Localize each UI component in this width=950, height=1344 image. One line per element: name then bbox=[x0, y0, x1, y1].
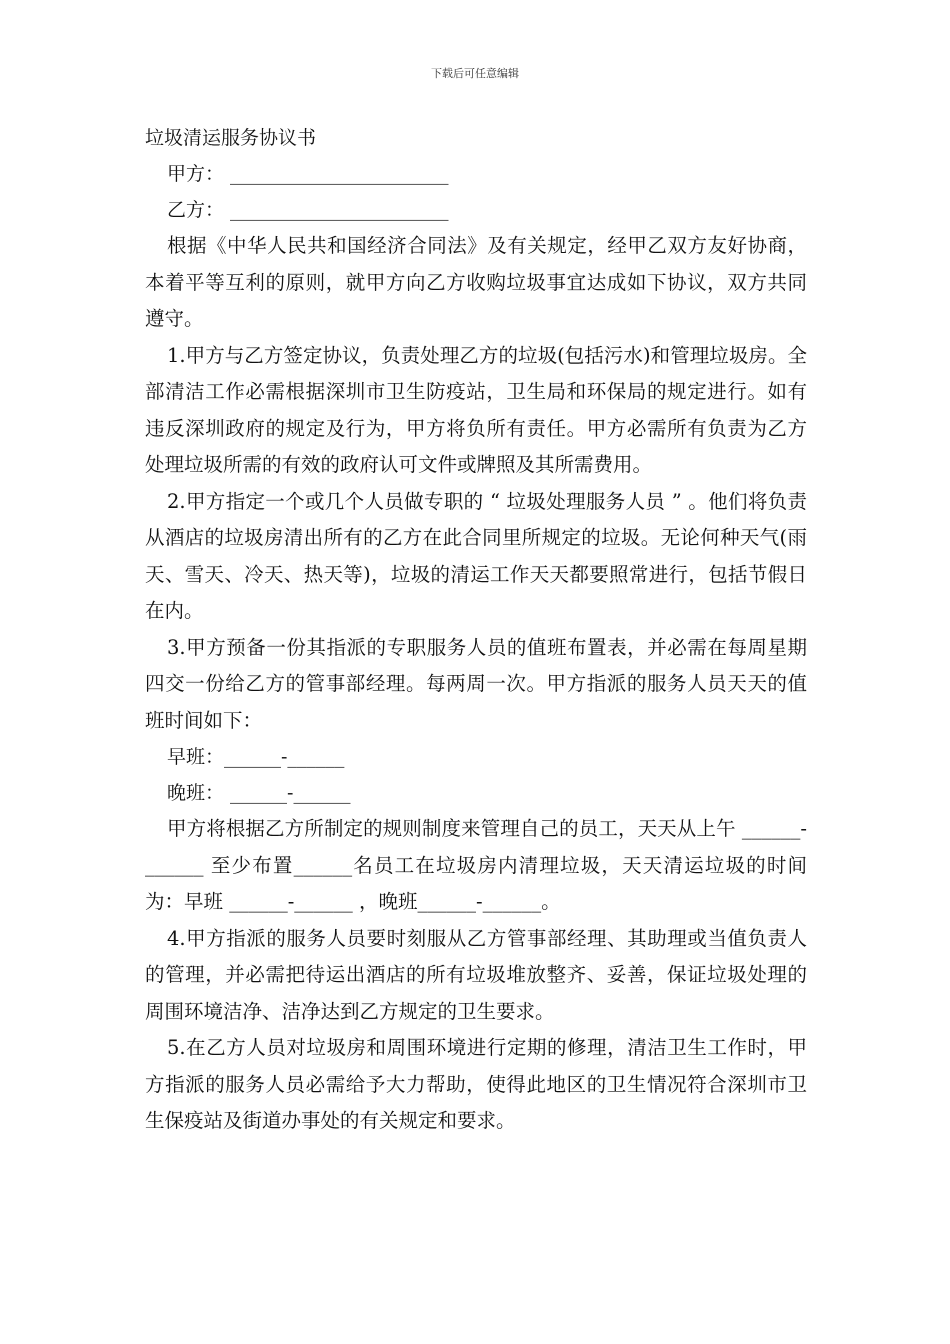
clause-2: 2.甲方指定一个或几个人员做专职的 “ 垃圾处理服务人员 ” 。他们将负责从酒店的垃圾房清出所有的乙方在此合同里所规定的垃圾。无论何种天气(雨天、雪天、冷天、热天等)，垃圾的清运工作天天都要照常进行，包括节假日在内。 bbox=[145, 489, 807, 622]
document-title: 垃圾清运服务协议书 bbox=[145, 127, 317, 149]
clause-3: 3.甲方预备一份其指派的专职服务人员的值班布置表，并必需在每周星期四交一份给乙方的管事部经理。每两周一次。甲方指派的服务人员天天的值班时间如下： bbox=[145, 635, 807, 732]
party-a-line: 甲方： _______________________ bbox=[167, 163, 449, 185]
intro-paragraph: 根据《中华人民共和国经济合同法》及有关规定，经甲乙双方友好协商，本着平等互利的原则，就甲方向乙方收购垃圾事宜达成如下协议，双方共同遵守。 bbox=[145, 234, 807, 330]
morning-shift-line: 早班：______-______ bbox=[167, 746, 345, 768]
clause-5: 5.在乙方人员对垃圾房和周围环境进行定期的修理，清洁卫生工作时，甲方指派的服务人员必需给予大力帮助，使得此地区的卫生情况符合深圳市卫生保疫站及街道办事处的有关规定和要求。 bbox=[145, 1036, 807, 1132]
document-body bbox=[145, 120, 807, 1140]
page-header-note: 下载后可任意编辑 bbox=[431, 67, 519, 80]
clause-1: 1.甲方与乙方签定协议，负责处理乙方的垃圾(包括污水)和管理垃圾房。全部清洁工作必需根据深圳市卫生防疫站，卫生局和环保局的规定进行。如有违反深圳政府的规定及行为，甲方将负所有责任。甲方必需所有负责为乙方处理垃圾所需的有效的政府认可文件或牌照及其所需费用。 bbox=[145, 343, 807, 476]
party-b-line: 乙方： _______________________ bbox=[167, 199, 449, 221]
clause-4: 4.甲方指派的服务人员要时刻服从乙方管事部经理、其助理或当值负责人的管理，并必需把待运出酒店的所有垃圾堆放整齐、妥善，保证垃圾处理的周围环境洁净、洁净达到乙方规定的卫生要求。 bbox=[145, 926, 807, 1023]
clause-3-continued: 甲方将根据乙方所制定的规则制度来管理自己的员工，天天从上午 ______-______ 至少布置______名员工在垃圾房内清理垃圾，天天清运垃圾的时间为：早班 ______-______ ，晚班______-______。 bbox=[145, 817, 807, 913]
evening-shift-line: 晚班： ______-______ bbox=[167, 782, 351, 804]
